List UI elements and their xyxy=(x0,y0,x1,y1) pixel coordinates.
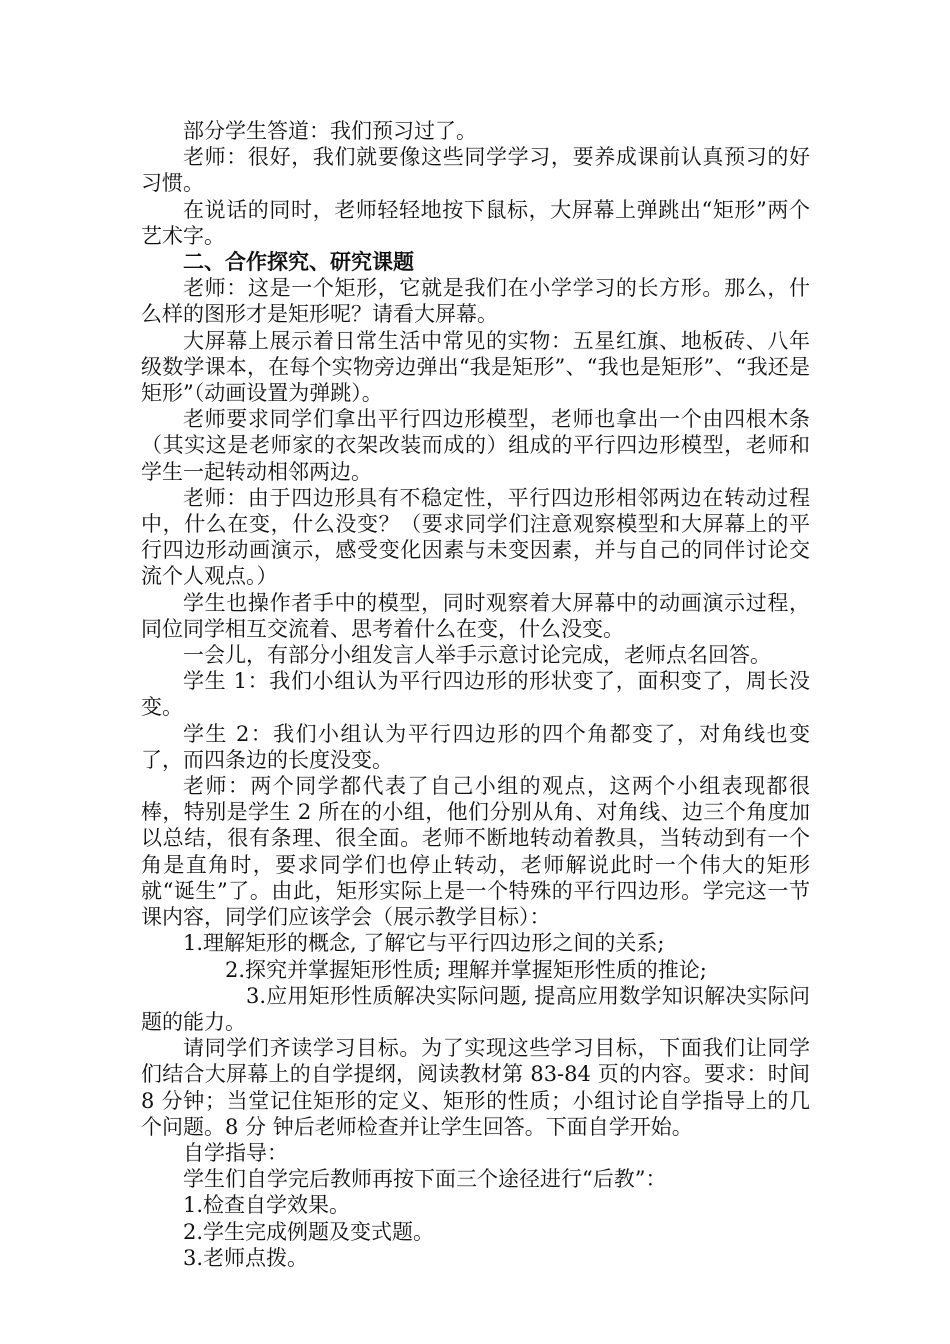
paragraph-student-operation: 学生也操作者手中的模型，同时观察着大屏幕中的动画演示过程，同位同学相互交流着、思考着什么在变，什么没变。 xyxy=(141,590,810,641)
paragraph-student-2: 学生 2：我们小组认为平行四边形的四个角都变了，对角线也变了，而四条边的长度没变。 xyxy=(141,721,810,772)
goal-item-1: 1.理解矩形的概念, 了解它与平行四边形之间的关系; xyxy=(183,931,665,956)
goal-item-3: 3.应用矩形性质解决实际问题, 提高应用数学知识解决实际问题的能力。 xyxy=(141,983,810,1034)
paragraph-screen-objects: 大屏幕上展示着日常生活中常见的实物：五星红旗、地板砖、八年级数学课本，在每个实物旁边弹出“我是矩形”、“我也是矩形”、“我还是矩形”（动画设置为弹跳）。 xyxy=(141,328,810,406)
paragraph-screen-title: 在说话的同时，老师轻轻地按下鼠标，大屏幕上弹跳出“矩形”两个艺术字。 xyxy=(141,197,810,248)
step-item-3: 3.老师点拨。 xyxy=(183,1245,309,1270)
step-item-2: 2.学生完成例题及变式题。 xyxy=(183,1219,435,1244)
paragraph-teacher-praise: 老师：很好，我们就要像这些同学学习，要养成课前认真预习的好习惯。 xyxy=(141,145,810,196)
paragraph-teacher-intro: 老师：这是一个矩形，它就是我们在小学学习的长方形。那么，什么样的图形才是矩形呢？请看大屏幕。 xyxy=(141,276,810,327)
paragraph-teacher-question: 老师：由于四边形具有不稳定性，平行四边形相邻两边在转动过程中，什么在变，什么没变？（要求同学们注意观察模型和大屏幕上的平行四边形动画演示，感受变化因素与未变因素，并与自己的同伴讨论交流个人观点。） xyxy=(141,485,810,589)
paragraph-student-answer: 部分学生答道：我们预习过了。 xyxy=(183,119,477,143)
paragraph-teacher-summary: 老师：两个同学都代表了自己小组的观点，这两个小组表现都很棒，特别是学生 2 所在的小组，他们分别从角、对角线、边三个角度加以总结，很有条理、很全面。老师不断地转动着教具，当转动到有一个角是直角时，要求同学们也停止转动，老师解说此时一个伟大的矩形就“诞生”了。由此，矩形实际上是一个特殊的平行四边形。学完这一节课内容，同学们应该学会（展示教学目标）： xyxy=(141,774,810,930)
paragraph-after-teaching: 学生们自学完后教师再按下面三个途径进行“后教”： xyxy=(183,1167,667,1192)
goal-item-2: 2.探究并掌握矩形性质; 理解并掌握矩形性质的推论; xyxy=(225,957,707,982)
document-body xyxy=(141,118,810,1271)
paragraph-self-study-instructions: 请同学们齐读学习目标。为了实现这些学习目标，下面我们让同学们结合大屏幕上的自学提纲，阅读教材第 83-84 页的内容。要求：时间 8 分钟；当堂记住矩形的定义、矩形的性质；小组讨论自学指导上的几个问题。8 分 钟后老师检查并让学生回答。下面自学开始。 xyxy=(141,1036,810,1139)
step-item-1: 1.检查自学效果。 xyxy=(183,1193,351,1218)
paragraph-student-1: 学生 1：我们小组认为平行四边形的形状变了，面积变了，周长没变。 xyxy=(141,669,810,720)
paragraph-model-activity: 老师要求同学们拿出平行四边形模型，老师也拿出一个由四根木条（其实这是老师家的衣架改装而成的）组成的平行四边形模型，老师和学生一起转动相邻两边。 xyxy=(141,407,810,484)
paragraph-self-study-guide: 自学指导： xyxy=(183,1140,288,1165)
paragraph-group-ready: 一会儿，有部分小组发言人举手示意讨论完成，老师点名回答。 xyxy=(183,643,771,668)
section-heading: 二、合作探究、研究课题 xyxy=(183,249,414,275)
